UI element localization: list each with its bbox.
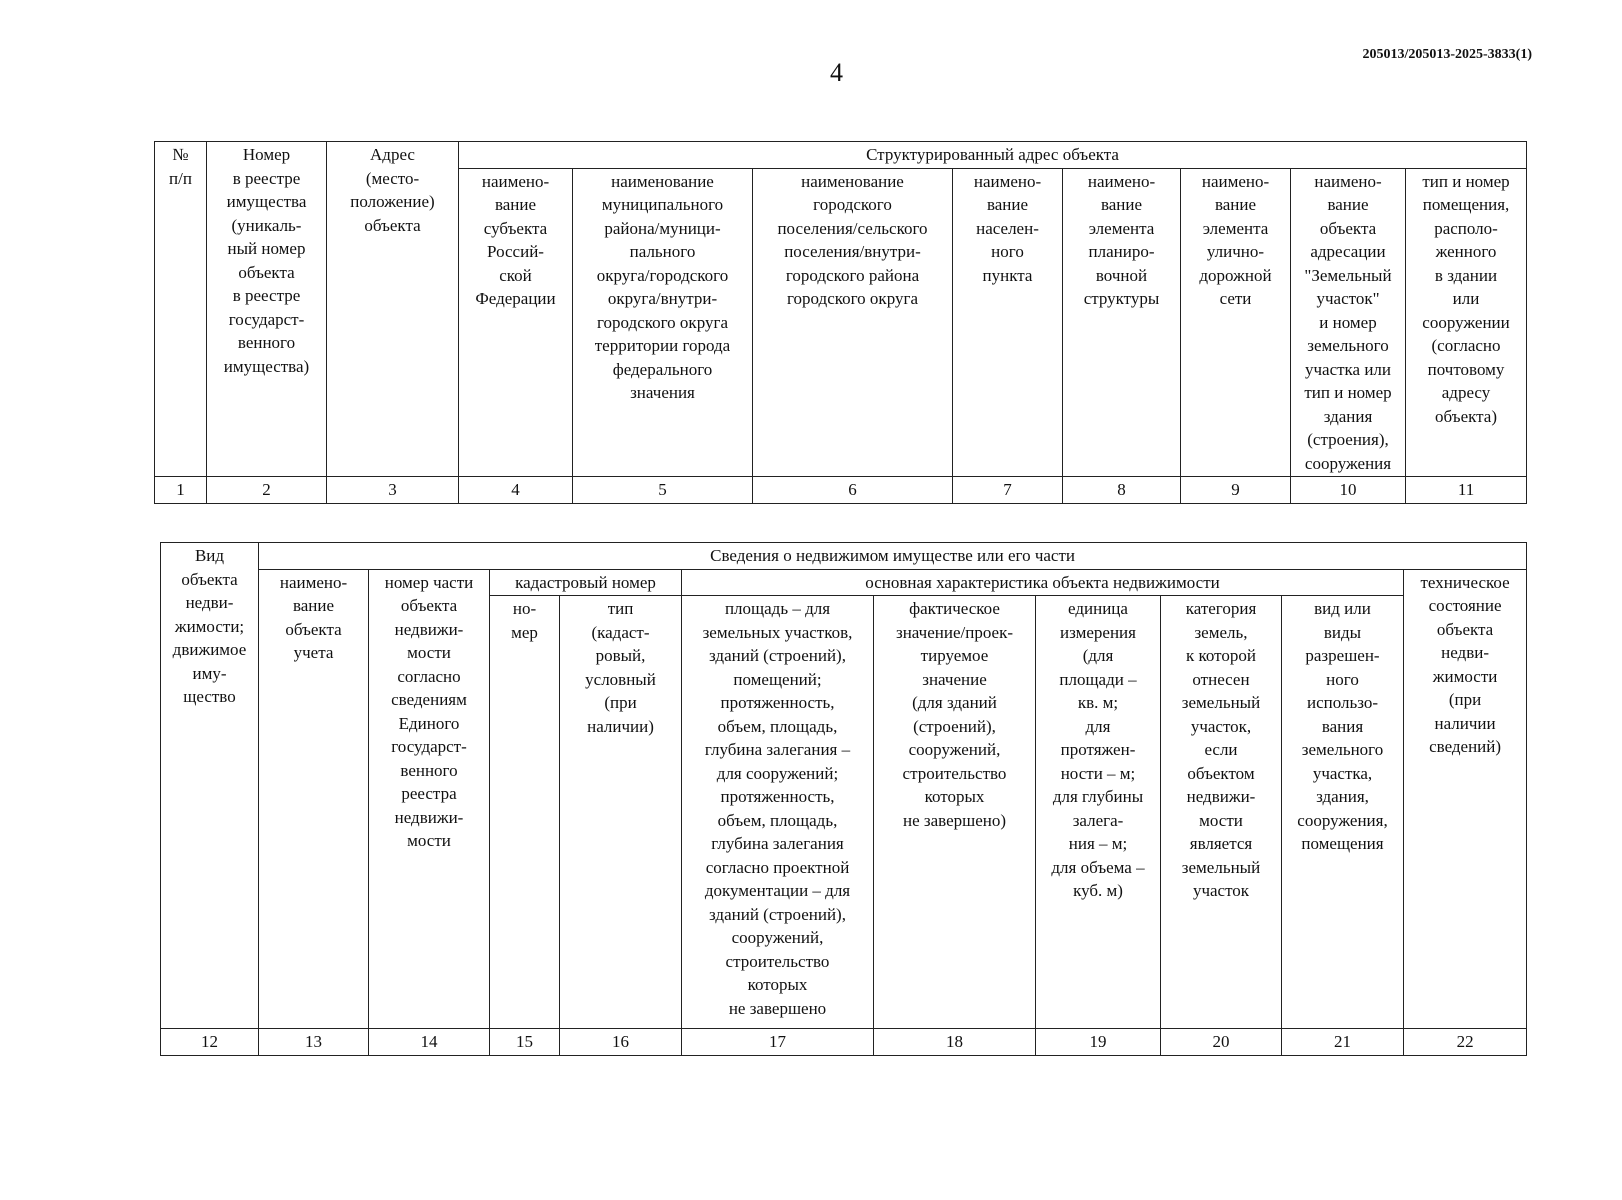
header-row-number: № п/п: [155, 142, 207, 477]
column-number: 10: [1291, 477, 1406, 504]
column-number: 9: [1181, 477, 1291, 504]
header-cadastral-num: но- мер: [490, 596, 560, 1029]
header-registry-number: Номер в реестре имущества (уникаль- ный номер объекта в реестре государст- венного имущества): [207, 142, 327, 477]
header-street-element: наимено- вание элемента улично- дорожной сети: [1181, 168, 1291, 477]
header-locality: наимено- вание населен- ного пункта: [953, 168, 1063, 477]
header-unit: единица измерения (для площади – кв. м; для протяжен- ности – м; для глубины залега- ния – м; для объема – куб. м): [1036, 596, 1161, 1029]
header-area: площадь – для земельных участков, зданий (строений), помещений; протяженность, объем, площадь, глубина залегания – для сооружений; протяженность, объем, площадь, глубина залегания согласно проектной документации – для зданий (строений), сооружений, строительство которых не завершено: [682, 596, 874, 1029]
column-number: 15: [490, 1029, 560, 1056]
column-number: 20: [1161, 1029, 1282, 1056]
header-planning-element: наимено- вание элемента планиро- вочной структуры: [1063, 168, 1181, 477]
header-structured-address: Структурированный адрес объекта: [459, 142, 1527, 169]
header-land-category: категория земель, к которой отнесен земельный участок, если объектом недвижи- мости является земельный участок: [1161, 596, 1282, 1029]
column-number: 16: [560, 1029, 682, 1056]
column-number: 1: [155, 477, 207, 504]
document-id: 205013/205013-2025-3833(1): [1362, 47, 1532, 62]
column-number: 6: [753, 477, 953, 504]
column-number: 22: [1404, 1029, 1527, 1056]
header-permitted-use: вид или виды разрешен- ного использо- вания земельного участка, здания, сооружения, помещения: [1282, 596, 1404, 1029]
header-addressing-object: наимено- вание объекта адресации "Земельный участок" и номер земельного участка или тип и номер здания (строения), сооружения: [1291, 168, 1406, 477]
column-number: 4: [459, 477, 573, 504]
column-number: 8: [1063, 477, 1181, 504]
column-number: 14: [369, 1029, 490, 1056]
header-main-characteristic: основная характеристика объекта недвижимости: [682, 569, 1404, 596]
header-municipal-district: наименование муниципального района/муници- пального округа/городского округа/внутри- городского округа территории города федерального значения: [573, 168, 753, 477]
header-object-name: наимено- вание объекта учета: [259, 569, 369, 1029]
header-real-estate-info: Сведения о недвижимом имуществе или его части: [259, 543, 1527, 570]
header-technical-state: техническое состояние объекта недви- жимости (при наличии сведений): [1404, 569, 1527, 1029]
header-cadastral-number: кадастровый номер: [490, 569, 682, 596]
header-premises-type: тип и номер помещения, располо- женного в здании или сооружении (согласно почтовому адресу объекта): [1406, 168, 1527, 477]
header-object-part-number: номер части объекта недвижи- мости согласно сведениям Единого государст- венного реестра недвижи- мости: [369, 569, 490, 1029]
structured-address-table: [154, 141, 1527, 504]
column-number: 5: [573, 477, 753, 504]
real-estate-info-table: [160, 542, 1527, 1056]
column-number: 3: [327, 477, 459, 504]
column-number: 21: [1282, 1029, 1404, 1056]
header-object-type: Вид объекта недви- жимости; движимое иму- щество: [161, 543, 259, 1029]
column-number: 17: [682, 1029, 874, 1056]
header-subject-name: наимено- вание субъекта Россий- ской Федерации: [459, 168, 573, 477]
header-address: Адрес (место- положение) объекта: [327, 142, 459, 477]
column-number: 18: [874, 1029, 1036, 1056]
column-number: 12: [161, 1029, 259, 1056]
column-number: 7: [953, 477, 1063, 504]
header-cadastral-type: тип (кадаст- ровый, условный (при наличии): [560, 596, 682, 1029]
column-number: 11: [1406, 477, 1527, 504]
column-number: 19: [1036, 1029, 1161, 1056]
column-number: 2: [207, 477, 327, 504]
header-actual-value: фактическое значение/проек- тируемое значение (для зданий (строений), сооружений, строительство которых не завершено): [874, 596, 1036, 1029]
column-number: 13: [259, 1029, 369, 1056]
header-settlement: наименование городского поселения/сельского поселения/внутри- городского района городского округа: [753, 168, 953, 477]
page-number: 4: [830, 58, 843, 87]
